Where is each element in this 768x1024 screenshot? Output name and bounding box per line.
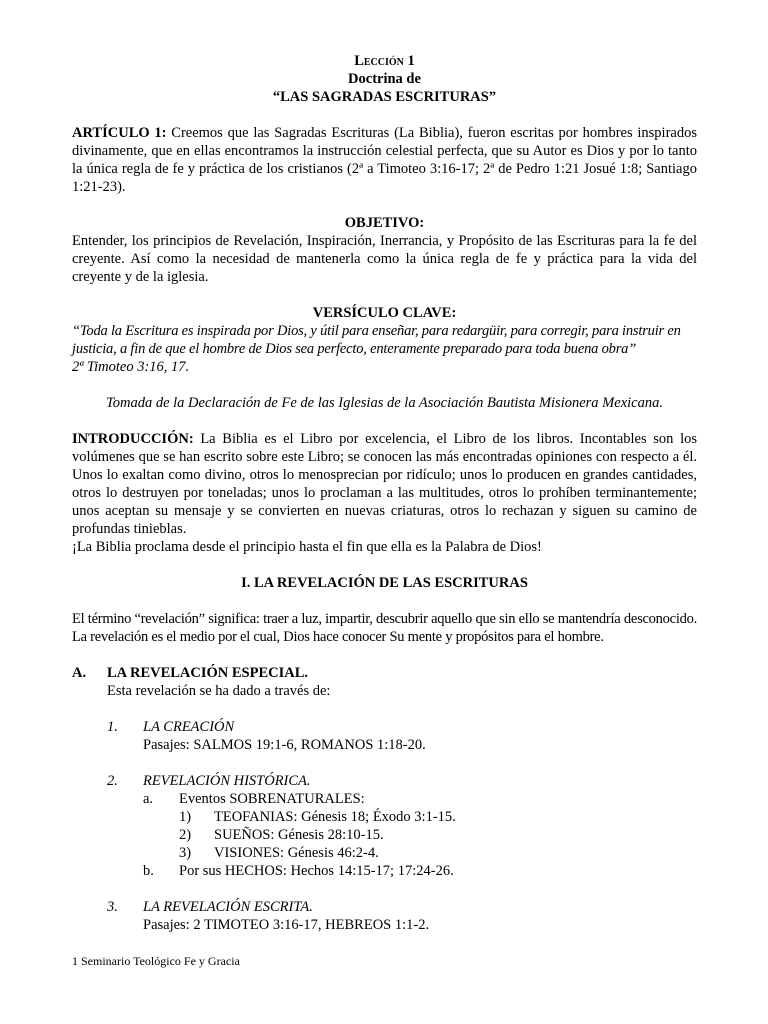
item-title: LA CREACIÓN [143, 719, 235, 735]
event-item [72, 808, 697, 826]
list-item [72, 898, 697, 916]
doctrine-label: Doctrina de [348, 71, 421, 87]
source-note: Tomada de la Declaración de Fe de las Iglesias de la Asociación Bautista Misionera Mexicana. [106, 395, 663, 411]
event-number: 3) [179, 845, 192, 861]
list-item [72, 772, 697, 790]
event-text: VISIONES: Génesis 46:2-4. [214, 845, 379, 861]
event-text: TEOFANIAS: Génesis 18; Éxodo 3:1-15. [214, 809, 456, 825]
sub-item-text: Por sus HECHOS: Hechos 14:15-17; 17:24-26. [179, 863, 454, 879]
article-label: ARTÍCULO 1: [72, 125, 167, 141]
event-number: 1) [179, 809, 192, 825]
introduction-paragraph [72, 430, 697, 538]
item-passages: Pasajes: 2 TIMOTEO 3:16-17, HEBREOS 1:1-2. [143, 917, 430, 933]
item-number: 1. [107, 719, 118, 735]
subsection-a-marker: A. [72, 665, 87, 681]
item-number: 3. [107, 899, 118, 915]
introduction-closing: ¡La Biblia proclama desde el principio hasta el fin que ella es la Palabra de Dios! [72, 539, 542, 555]
key-verse-heading: VERSÍCULO CLAVE: [312, 305, 457, 321]
sub-item-marker: a. [143, 791, 154, 807]
item-passages-row [72, 916, 697, 934]
sub-item [72, 862, 697, 880]
subsection-a-intro-row [72, 682, 697, 700]
introduction-label: INTRODUCCIÓN: [72, 431, 194, 447]
item-title: LA REVELACIÓN ESCRITA. [143, 899, 313, 915]
key-verse-quote: “Toda la Escritura es inspirada por Dios, y útil para enseñar, para redargüir, para corregir, para instruir en justicia, a fin de que el hombre de Dios sea perfecto, enteramente preparado para toda buena obra” [72, 323, 681, 357]
item-number: 2. [107, 773, 118, 789]
event-text: SUEÑOS: Génesis 28:10-15. [214, 827, 384, 843]
subsection-a-intro: Esta revelación se ha dado a través de: [107, 683, 331, 699]
introduction-text: La Biblia es el Libro por excelencia, el Libro de los libros. Incontables son los volúmenes que se han escrito sobre este Libro; se conocen las más encontradas opiniones con respecto a él. Unos lo exaltan como divino, otros lo menosprecian por ridículo; unos lo producen en grandes cantidades, otros lo destruyen por toneladas; unos lo proclaman a las multitudes, otros lo prohíben terminantemente; unos aceptan su mensaje y se convierten en nuevas criaturas, otros lo rechazan y siguen su camino de profundas tinieblas. [72, 431, 698, 537]
sub-item-text: Eventos SOBRENATURALES: [179, 791, 365, 807]
list-item [72, 718, 697, 736]
event-number: 2) [179, 827, 192, 843]
subsection-a-title: LA REVELACIÓN ESPECIAL. [107, 665, 309, 681]
event-item [72, 826, 697, 844]
page-footer: 1 Seminario Teológico Fe y Gracia [72, 954, 240, 968]
section-heading: I. LA REVELACIÓN DE LAS ESCRITURAS [241, 575, 528, 591]
item-passages-row [72, 736, 697, 754]
item-title: REVELACIÓN HISTÓRICA. [143, 773, 311, 789]
document-page [72, 52, 697, 934]
section-text: El término “revelación” significa: traer a luz, impartir, descubrir aquello que sin ello se mantendría desconocido. La revelación es el medio por el cual, Dios hace conocer Su mente y propósitos para el hombre. [72, 611, 697, 645]
key-verse-reference: 2ª Timoteo 3:16, 17. [72, 359, 190, 375]
subsection-a [72, 664, 697, 682]
lesson-title: Lección 1 [354, 53, 415, 69]
article-paragraph [72, 124, 697, 196]
item-passages: Pasajes: SALMOS 19:1-6, ROMANOS 1:18-20. [143, 737, 426, 753]
sub-item [72, 790, 697, 808]
sub-item-marker: b. [143, 863, 154, 879]
objective-heading: OBJETIVO: [344, 215, 425, 231]
objective-text: Entender, los principios de Revelación, Inspiración, Inerrancia, y Propósito de las Escrituras para la fe del creyente. Así como la necesidad de mantenerla como la única regla de fe y práctica para la vida del creyente y de la iglesia. [72, 233, 697, 285]
doctrine-subject: “LAS SAGRADAS ESCRITURAS” [272, 89, 497, 105]
event-item [72, 844, 697, 862]
article-text: Creemos que las Sagradas Escrituras (La Biblia), fueron escritas por hombres inspirados divinamente, que en ellas encontramos la instrucción celestial perfecta, que su Autor es Dios y por lo tanto la única regla de fe y práctica de los cristianos (2ª a Timoteo 3:16-17; 2ª de Pedro 1:21 Josué 1:8; Santiago 1:21-23). [72, 125, 697, 195]
